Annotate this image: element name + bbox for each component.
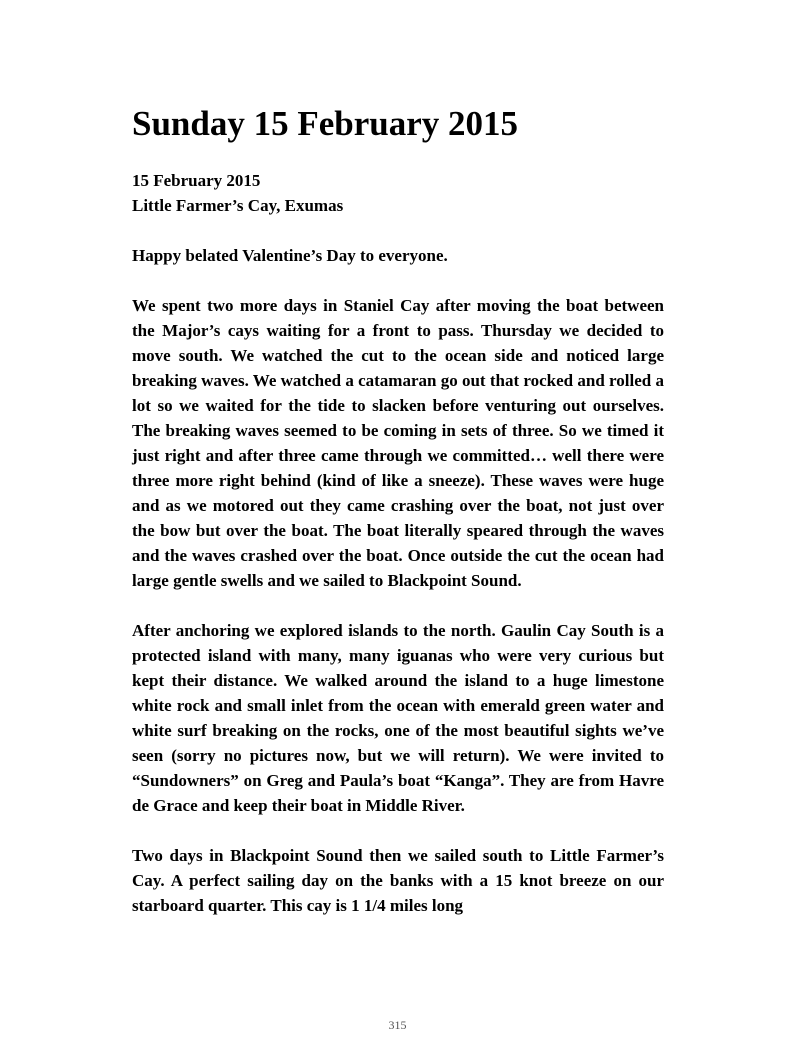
entry-location: Little Farmer’s Cay, Exumas (132, 196, 344, 215)
page-title: Sunday 15 February 2015 (132, 104, 519, 143)
document-page (132, 100, 664, 943)
paragraph-greeting: Happy belated Valentine’s Day to everyone. (132, 246, 448, 265)
entry-date: 15 February 2015 (132, 171, 261, 190)
page-number: 315 (388, 1018, 407, 1032)
paragraph-little-farmers-cay: Two days in Blackpoint Sound then we sailed south to Little Farmer’s Cay. A perfect sailing day on the banks with a 15 knot breeze on our starboard quarter. This cay is 1 1/4 miles long (132, 846, 664, 915)
paragraph-staniel-cay: We spent two more days in Staniel Cay after moving the boat between the Major’s cays waiting for a front to pass. Thursday we decided to move south. We watched the cut to the ocean side and noticed large breaking waves. We watched a catamaran go out that rocked and rolled a lot so we waited for the tide to slacken before venturing out ourselves. The breaking waves seemed to be coming in sets of three. So we timed it just right and after three came through we committed… well there were three more right behind (kind of like a sneeze). These waves were huge and as we motored out they came crashing over the boat, not just over the bow but over the boat. The boat literally speared through the waves and the waves crashed over the boat. Once outside the cut the ocean had large gentle swells and we sailed to Blackpoint Sound. (132, 296, 664, 590)
paragraph-gaulin-cay: After anchoring we explored islands to the north. Gaulin Cay South is a protected island with many, many iguanas who were very curious but kept their distance. We walked around the island to a huge limestone white rock and small inlet from the ocean with emerald green water and white surf breaking on the rocks, one of the most beautiful sights we’ve seen (sorry no pictures now, but we will return). We were invited to “Sundowners” on Greg and Paula’s boat “Kanga”. They are from Havre de Grace and keep their boat in Middle River. (132, 621, 664, 815)
entry-header (132, 168, 664, 218)
